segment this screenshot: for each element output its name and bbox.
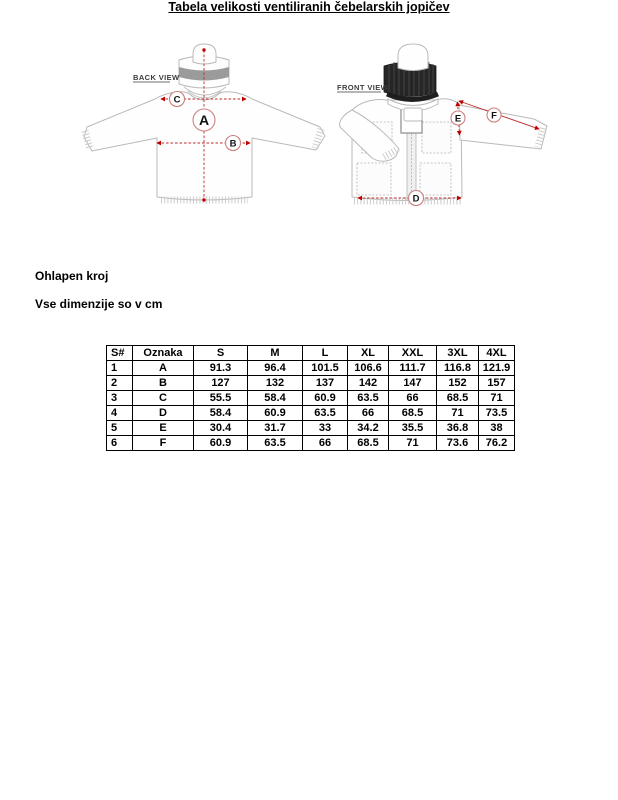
column-header-xl: XL (348, 346, 389, 361)
column-header-oznaka: Oznaka (133, 346, 194, 361)
table-cell: 58.4 (248, 391, 303, 406)
table-row (107, 376, 515, 391)
front-pocket-lower-right (420, 163, 451, 195)
table-cell: 60.9 (194, 436, 248, 451)
table-cell: 60.9 (248, 406, 303, 421)
marker-e-label: E (454, 113, 462, 125)
table-cell: 101.5 (303, 361, 348, 376)
table-cell: 63.5 (303, 406, 348, 421)
table-cell: 142 (348, 376, 389, 391)
table-cell: 60.9 (303, 391, 348, 406)
table-cell: 68.5 (389, 406, 437, 421)
marker-b-label: B (229, 138, 237, 150)
size-table (106, 345, 515, 451)
column-header-xxl: XXL (389, 346, 437, 361)
column-header-sn: S# (107, 346, 133, 361)
table-cell: 121.9 (479, 361, 515, 376)
table-cell: E (133, 421, 194, 436)
table-cell: 63.5 (348, 391, 389, 406)
table-row (107, 361, 515, 376)
back-jacket-outline (84, 92, 325, 200)
units-note: Vse dimenzije so v cm (35, 297, 163, 311)
table-cell: 34.2 (348, 421, 389, 436)
table-cell: 4 (107, 406, 133, 421)
table-cell: 111.7 (389, 361, 437, 376)
jacket-measurement-diagram (0, 0, 618, 232)
marker-c-label: C (173, 94, 181, 106)
table-cell: B (133, 376, 194, 391)
front-hat-dome (398, 44, 428, 71)
table-cell: 33 (303, 421, 348, 436)
marker-a-label: A (198, 112, 210, 128)
table-cell: 68.5 (437, 391, 479, 406)
measure-a-top-dot (202, 48, 205, 51)
table-cell: 58.4 (194, 406, 248, 421)
table-cell: 35.5 (389, 421, 437, 436)
table-cell: 6 (107, 436, 133, 451)
table-cell: 137 (303, 376, 348, 391)
table-cell: 63.5 (248, 436, 303, 451)
marker-f-label: F (491, 110, 497, 122)
back-hat-dome (193, 44, 216, 64)
table-row (107, 391, 515, 406)
table-cell: 66 (389, 391, 437, 406)
front-pocket-lower-left (357, 163, 391, 195)
table-cell: 152 (437, 376, 479, 391)
table-body (107, 361, 515, 451)
column-header-l: L (303, 346, 348, 361)
table-cell: 76.2 (479, 436, 515, 451)
table-cell: 157 (479, 376, 515, 391)
measure-a-bottom-dot (202, 198, 205, 201)
table-cell: 36.8 (437, 421, 479, 436)
table-cell: 147 (389, 376, 437, 391)
table-cell: 5 (107, 421, 133, 436)
table-cell: 68.5 (348, 436, 389, 451)
table-cell: 1 (107, 361, 133, 376)
column-header-3xl: 3XL (437, 346, 479, 361)
table-row (107, 421, 515, 436)
table-cell: 66 (348, 406, 389, 421)
front-view-drawing (337, 44, 547, 206)
table-cell: 91.3 (194, 361, 248, 376)
table-cell: D (133, 406, 194, 421)
table-cell: C (133, 391, 194, 406)
front-collar-tab (404, 108, 422, 121)
table-cell: 116.8 (437, 361, 479, 376)
front-view-label: FRONT VIEW (337, 83, 389, 92)
table-cell: 73.5 (479, 406, 515, 421)
back-view-drawing (84, 44, 325, 202)
table-cell: 106.6 (348, 361, 389, 376)
table-cell: A (133, 361, 194, 376)
table-header-row (107, 346, 515, 361)
column-header-s: S (194, 346, 248, 361)
table-cell: 3 (107, 391, 133, 406)
marker-d-label: D (412, 193, 420, 205)
table-cell: 31.7 (248, 421, 303, 436)
fit-note: Ohlapen kroj (35, 269, 109, 283)
page-title: Tabela velikosti ventiliranih čebelarskih jopičev (168, 0, 450, 14)
back-view-label: BACK VIEW (133, 73, 180, 82)
table-cell: 38 (479, 421, 515, 436)
table-cell: 127 (194, 376, 248, 391)
table-row (107, 436, 515, 451)
table-cell: 96.4 (248, 361, 303, 376)
front-pocket-chest-right (422, 122, 451, 153)
table-cell: F (133, 436, 194, 451)
table-cell: 30.4 (194, 421, 248, 436)
table-cell: 2 (107, 376, 133, 391)
table-cell: 73.6 (437, 436, 479, 451)
table-cell: 55.5 (194, 391, 248, 406)
table-row (107, 406, 515, 421)
column-header-m: M (248, 346, 303, 361)
table-cell: 71 (479, 391, 515, 406)
table-cell: 71 (437, 406, 479, 421)
table-cell: 66 (303, 436, 348, 451)
table-cell: 132 (248, 376, 303, 391)
column-header-4xl: 4XL (479, 346, 515, 361)
table-cell: 71 (389, 436, 437, 451)
